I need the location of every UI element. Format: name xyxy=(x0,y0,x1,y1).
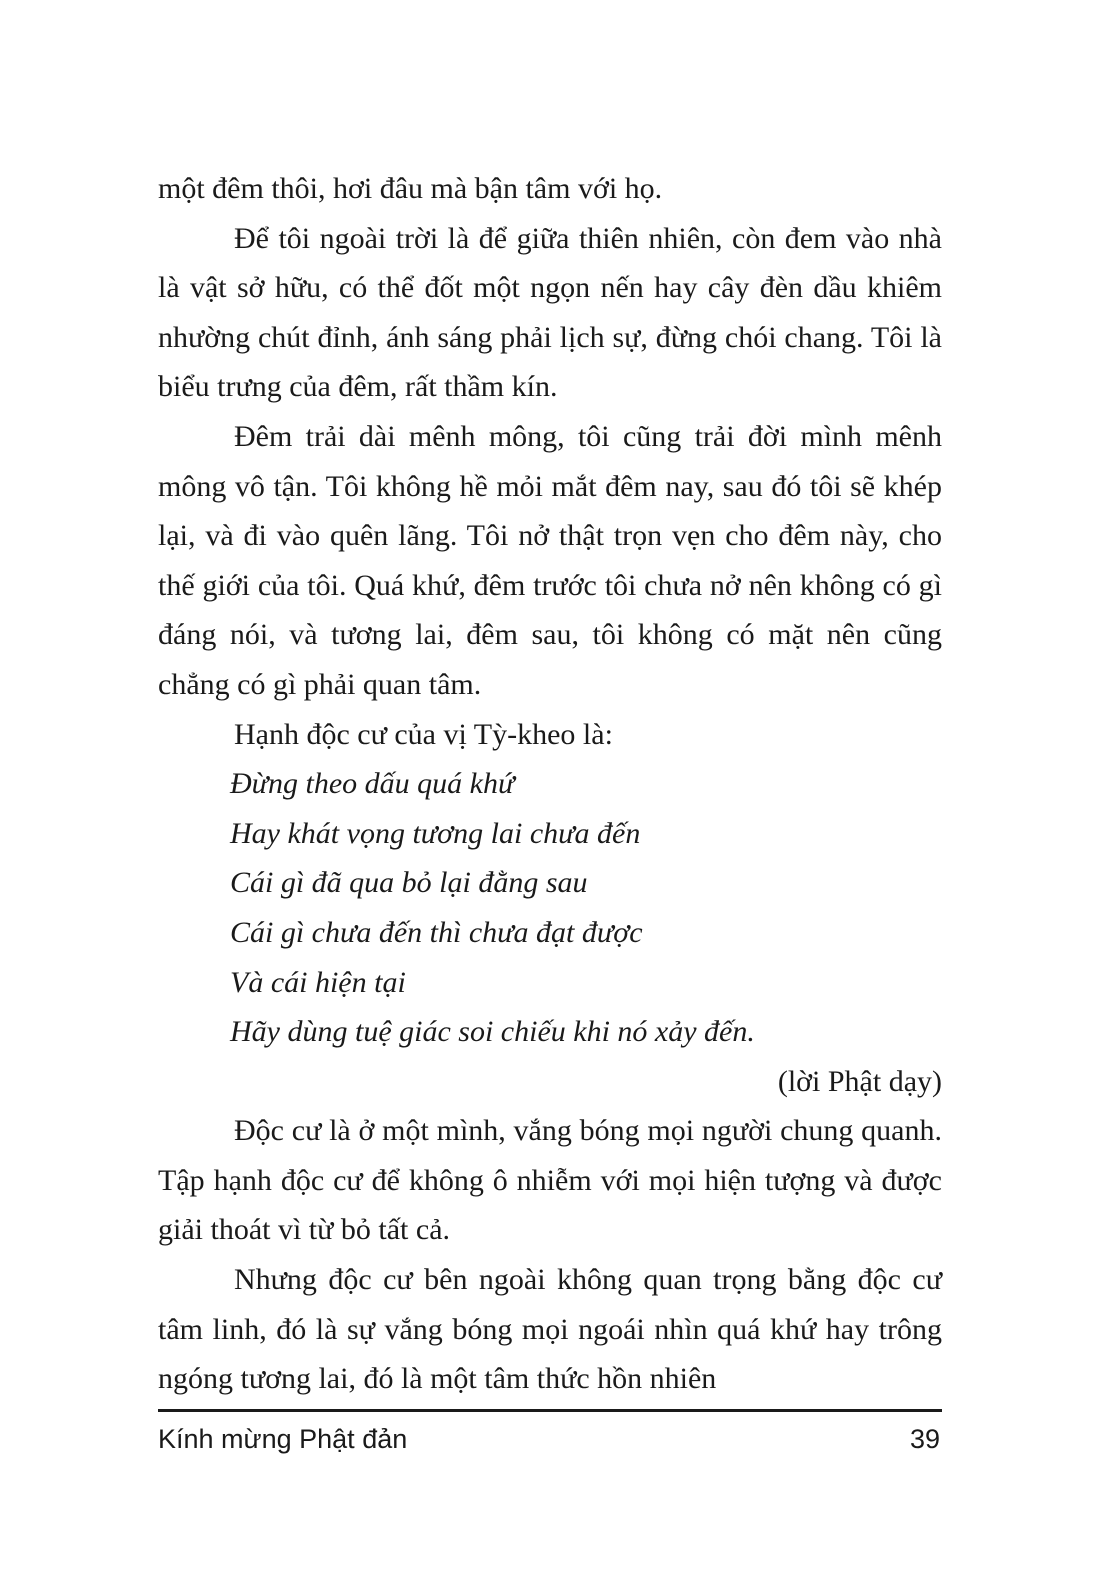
verse-line: Hay khát vọng tương lai chưa đến xyxy=(230,816,641,850)
verse-line: Hãy dùng tuệ giác soi chiếu khi nó xảy đến. xyxy=(230,1015,755,1049)
page-body xyxy=(158,164,942,1404)
paragraph: Nhưng độc cư bên ngoài không quan trọng bằng độc cư tâm linh, đó là sự vắng bóng mọi ngoái nhìn quá khứ hay trông ngóng tương lai, đó là một tâm thức hồn nhiên xyxy=(158,1263,942,1396)
page-number: 39 xyxy=(909,1424,940,1454)
paragraph: Để tôi ngoài trời là để giữa thiên nhiên, còn đem vào nhà là vật sở hữu, có thể đốt một ngọn nến hay cây đèn dầu khiêm nhường chút đỉnh, ánh sáng phải lịch sự, đừng chói chang. Tôi là biểu trưng của đêm, rất thầm kín. xyxy=(158,221,942,404)
verse-intro: Hạnh độc cư của vị Tỳ-kheo là: xyxy=(234,717,613,751)
verse-line: Và cái hiện tại xyxy=(230,965,406,999)
book-title: Kính mừng Phật đản xyxy=(158,1424,408,1454)
citation: (lời Phật dạy) xyxy=(777,1064,942,1098)
paragraph-continued: một đêm thôi, hơi đâu mà bận tâm với họ. xyxy=(158,172,663,205)
verse-line: Đừng theo dấu quá khứ xyxy=(230,767,515,801)
paragraph: Đêm trải dài mênh mông, tôi cũng trải đời mình mênh mông vô tận. Tôi không hề mỏi mắt đêm nay, sau đó tôi sẽ khép lại, và đi vào quên lãng. Tôi nở thật trọn vẹn cho đêm này, cho thế giới của tôi. Quá khứ, đêm trước tôi chưa nở nên không có gì đáng nói, và tương lai, đêm sau, tôi không có mặt nên cũng chẳng có gì phải quan tâm. xyxy=(158,419,942,701)
footer-divider xyxy=(158,1409,942,1412)
verse-line: Cái gì đã qua bỏ lại đằng sau xyxy=(230,866,588,900)
paragraph: Độc cư là ở một mình, vắng bóng mọi người chung quanh. Tập hạnh độc cư để không ô nhiễm với mọi hiện tượng và được giải thoát vì từ bỏ tất cả. xyxy=(158,1114,942,1247)
verse-line: Cái gì chưa đến thì chưa đạt được xyxy=(230,915,643,949)
